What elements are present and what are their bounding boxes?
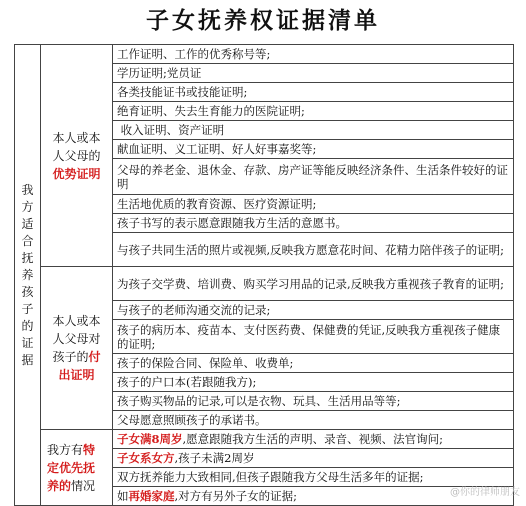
section-label-text: 本人或本人父母对孩子的	[52, 314, 101, 364]
evidence-item: 工作证明、工作的优秀称号等;	[113, 45, 514, 64]
table-row	[15, 267, 514, 301]
item-highlight: 子女满8周岁	[117, 432, 183, 446]
evidence-item: 孩子书写的表示愿意跟随我方生活的意愿书。	[113, 214, 514, 233]
evidence-item	[113, 430, 514, 449]
evidence-item: 收入证明、资产证明	[113, 121, 514, 140]
evidence-item: 孩子的保险合同、保险单、收费单;	[113, 354, 514, 373]
item-highlight: 子女系女方	[117, 451, 175, 465]
section-label-priority	[41, 430, 113, 506]
outer-category-cell	[15, 45, 41, 506]
section-label-text: 情况	[71, 478, 96, 493]
section-label-text: 我方有	[47, 442, 84, 457]
evidence-item: 为孩子交学费、培训费、购买学习用品的记录,反映我方重视孩子教育的证明;	[113, 267, 514, 301]
section-label-highlight: 优势证明	[52, 166, 101, 181]
evidence-table	[14, 44, 514, 506]
table-row	[15, 430, 514, 449]
evidence-item: 绝育证明、失去生育能力的医院证明;	[113, 102, 514, 121]
evidence-item: 与孩子的老师沟通交流的记录;	[113, 301, 514, 320]
evidence-item: 献血证明、义工证明、好人好事嘉奖等;	[113, 140, 514, 159]
item-text: 双方抚养能力大致相同,但孩子跟随我方父母生活多年的证据;	[117, 470, 424, 484]
table-row	[15, 45, 514, 64]
section-label-text: 本人或本人父母的	[52, 130, 101, 163]
item-highlight: 再婚家庭	[128, 489, 175, 503]
evidence-item: 各类技能证书或技能证明;	[113, 83, 514, 102]
evidence-item: 生活地优质的教育资源、医疗资源证明;	[113, 195, 514, 214]
evidence-item: 父母的养老金、退休金、存款、房产证等能反映经济条件、生活条件较好的证明	[113, 159, 514, 195]
outer-category-label: 我方适合抚养孩子的证据	[21, 182, 34, 367]
item-text: ,愿意跟随我方生活的声明、录音、视频、法官询问;	[182, 432, 444, 446]
evidence-item	[113, 449, 514, 468]
item-text: 如	[117, 489, 129, 503]
item-text: ,对方有另外子女的证据;	[174, 489, 298, 503]
evidence-item: 孩子购买物品的记录,可以是衣物、玩具、生活用品等等;	[113, 392, 514, 411]
item-text: ,孩子未满2周岁	[174, 451, 255, 465]
evidence-item: 与孩子共同生活的照片或视频,反映我方愿意花时间、花精力陪伴孩子的证明;	[113, 233, 514, 267]
watermark: @你的律师朋友	[450, 487, 520, 498]
evidence-item: 学历证明;党员证	[113, 64, 514, 83]
section-label-contributions	[41, 267, 113, 430]
evidence-item: 父母愿意照顾孩子的承诺书。	[113, 411, 514, 430]
evidence-item: 孩子的病历本、疫苗本、支付医药费、保健费的凭证,反映我方重视孩子健康的证明;	[113, 320, 514, 354]
section-label-highlight: 付出证明	[58, 350, 101, 382]
section-label-strengths	[41, 45, 113, 267]
evidence-item: 孩子的户口本(若跟随我方);	[113, 373, 514, 392]
page-title: 子女抚养权证据清单	[146, 7, 380, 34]
section-label-highlight: 特定优先抚养的	[47, 442, 96, 493]
